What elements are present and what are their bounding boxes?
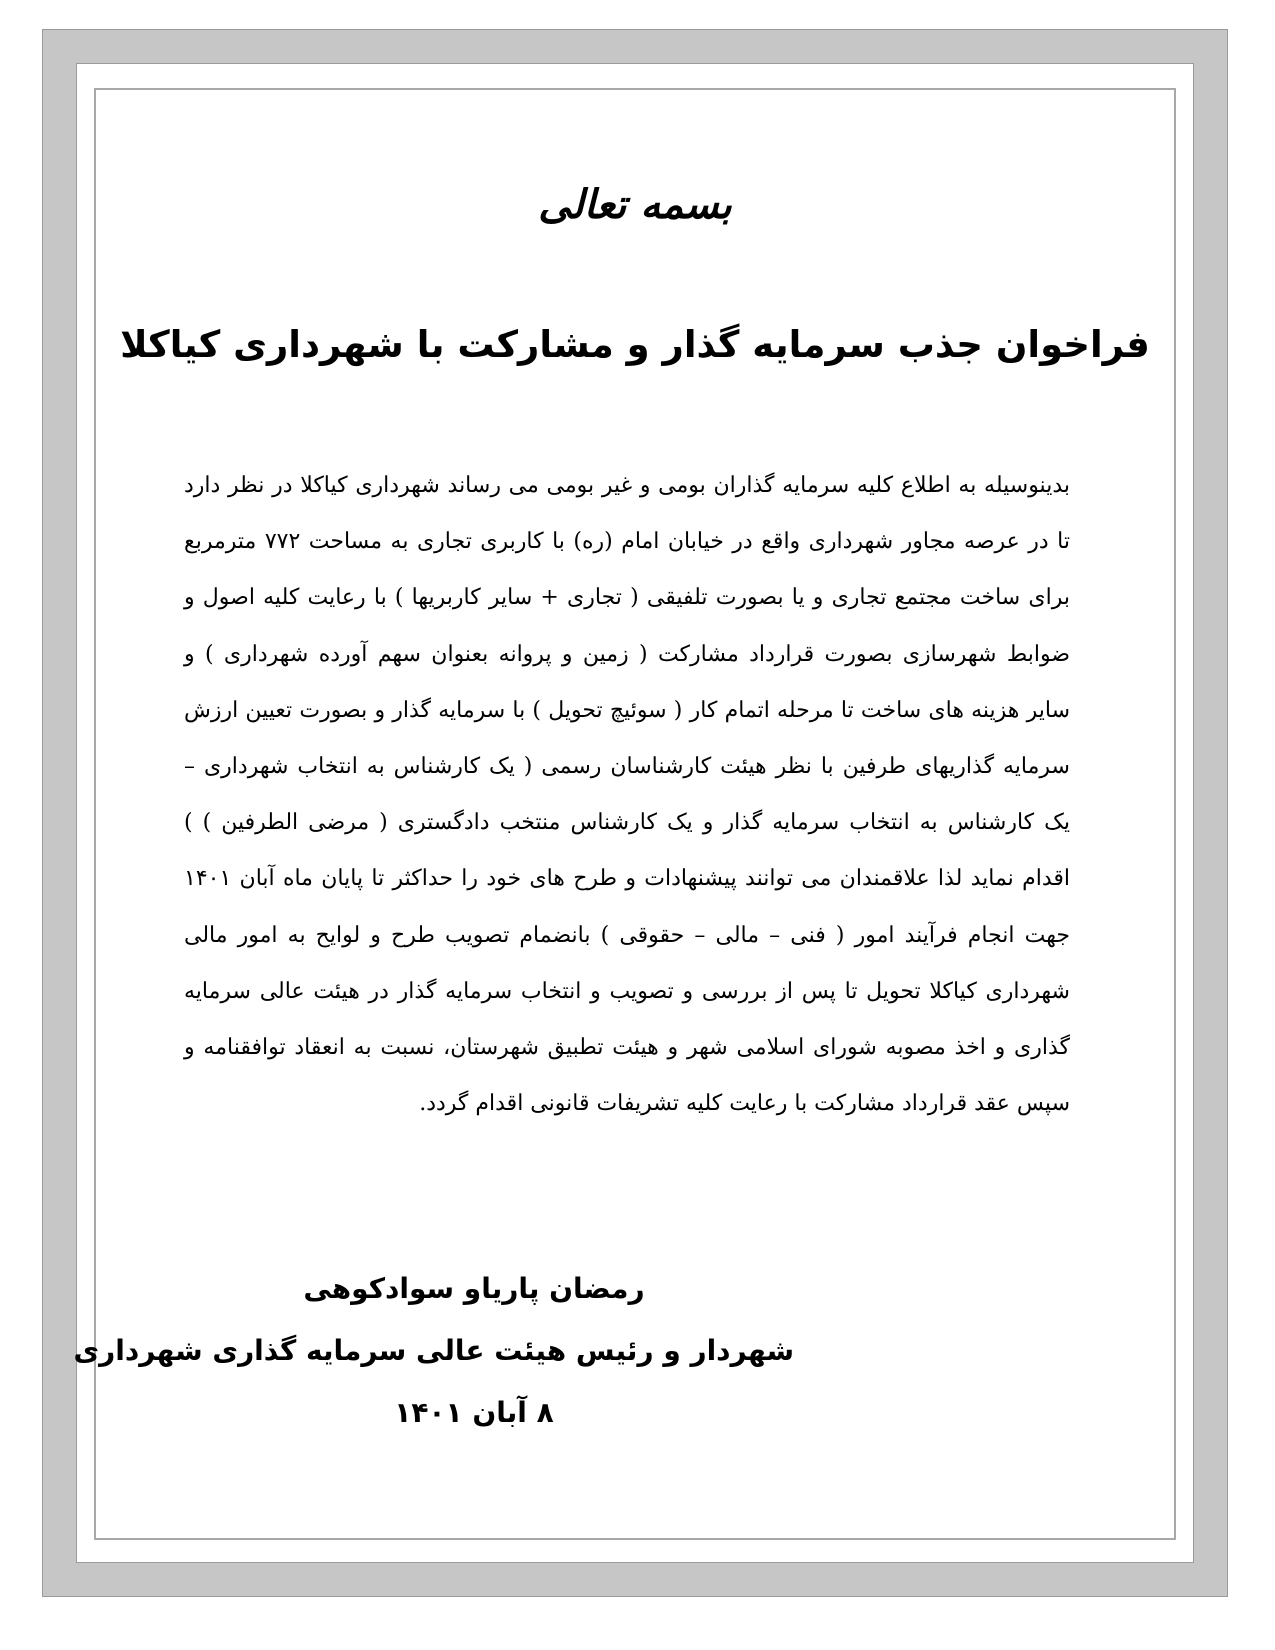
signatory-name: رمضان پاریاو سوادکوهی [303,1272,645,1305]
document-title: فراخوان جذب سرمایه گذار و مشارکت با شهرداری کیاکلا [120,323,1150,366]
signature-date: ۸ آبان ۱۴۰۱ [394,1396,554,1429]
signature-block [73,1258,794,1444]
invocation-heading: بسمه تعالی [538,181,732,228]
announcement-body: بدینوسیله به اطلاع کلیه سرمایه گذاران بومی و غیر بومی می رساند شهرداری کیاکلا در نظر دارد تا در عرصه مجاور شهرداری واقع در خیابان امام (ره) با کاربری تجاری به مساحت ۷۷۲ مترمربع برای ساخت مجتمع تجاری و یا بصورت تلفیقی ( تجاری + سایر کاربریها ) با رعایت کلیه اصول و ضوابط شهرسازی بصورت قرارداد مشارکت ( زمین و پروانه بعنوان سهم آورده شهرداری ) و سایر هزینه های ساخت تا مرحله اتمام کار ( سوئیچ تحویل ) با سرمایه گذار و بصورت تعیین ارزش سرمایه گذاریهای طرفین با نظر هیئت کارشناسان رسمی ( یک کارشناس به انتخاب شهرداری – یک کارشناس به انتخاب سرمایه گذار و یک کارشناس منتخب دادگستری ( مرضی الطرفین ) ) اقدام نماید لذا علاقمندان می توانند پیشنهادات و طرح های خود را حداکثر تا پایان ماه آبان ۱۴۰۱ جهت انجام فرآیند امور ( فنی – مالی – حقوقی ) بانضمام تصویب طرح و لوایح به امور مالی شهرداری کیاکلا تحویل تا پس از بررسی و تصویب و انتخاب سرمایه گذار در هیئت عالی سرمایه گذاری و اخذ مصوبه شورای اسلامی شهر و هیئت تطبیق شهرستان، نسبت به انعقاد توافقنامه و سپس عقد قرارداد مشارکت با رعایت کلیه تشریفات قانونی اقدام گردد. [184,473,1070,1117]
signatory-position: شهردار و رئیس هیئت عالی سرمایه گذاری شهرداری [73,1334,794,1367]
announcement-document [73,88,1176,1540]
